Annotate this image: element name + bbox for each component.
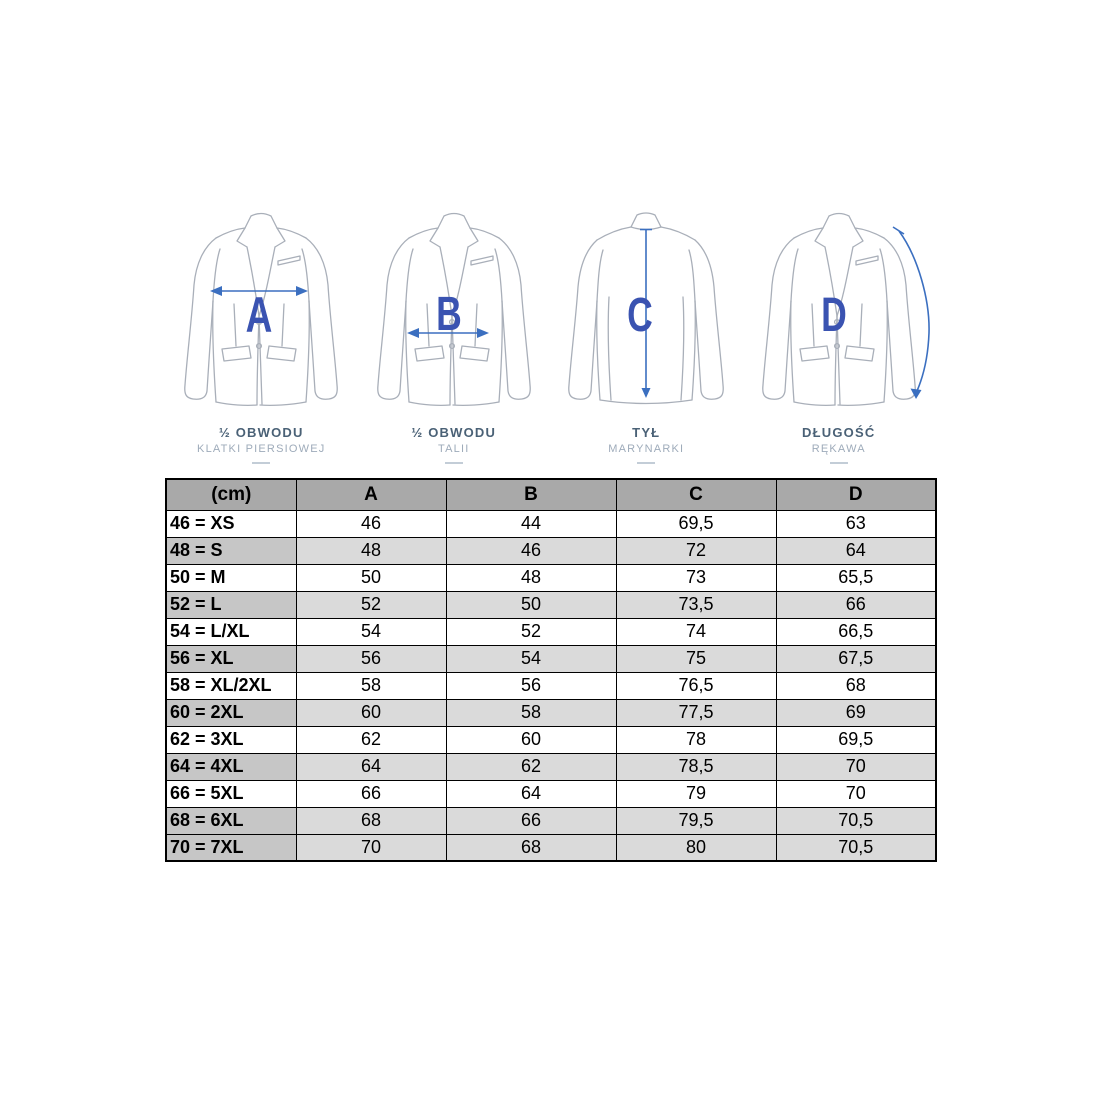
measurement-cell: 68 xyxy=(776,672,936,699)
table-row xyxy=(166,699,936,726)
diagram-back-length xyxy=(550,205,743,464)
measurement-letter-c xyxy=(627,288,653,341)
measurement-cell: 66 xyxy=(446,807,616,834)
table-row xyxy=(166,537,936,564)
table-row xyxy=(166,780,936,807)
measurement-letter-a xyxy=(246,288,273,344)
measurement-cell: 79,5 xyxy=(616,807,776,834)
measurement-cell: 56 xyxy=(296,645,446,672)
diagram-sleeve-length xyxy=(743,205,936,464)
size-label-cell: 46 = XS xyxy=(166,510,296,537)
label-dash xyxy=(445,462,463,464)
measurement-cell: 69,5 xyxy=(776,726,936,753)
size-label-cell: 58 = XL/2XL xyxy=(166,672,296,699)
measurement-cell: 62 xyxy=(296,726,446,753)
measurement-diagrams xyxy=(165,205,935,464)
header-cell-c: C xyxy=(616,479,776,510)
measurement-letter-d xyxy=(821,288,847,341)
svg-text:B: B xyxy=(435,286,462,341)
table-row xyxy=(166,807,936,834)
measurement-cell: 56 xyxy=(446,672,616,699)
measurement-cell: 54 xyxy=(296,618,446,645)
label-line2: RĘKAWA xyxy=(811,443,866,455)
measurement-cell: 44 xyxy=(446,510,616,537)
measurement-cell: 74 xyxy=(616,618,776,645)
size-label-cell: 62 = 3XL xyxy=(166,726,296,753)
measurement-cell: 60 xyxy=(296,699,446,726)
measurement-cell: 80 xyxy=(616,834,776,861)
measurement-cell: 70 xyxy=(776,780,936,807)
table-row xyxy=(166,510,936,537)
measurement-cell: 48 xyxy=(296,537,446,564)
measurement-cell: 64 xyxy=(776,537,936,564)
table-row xyxy=(166,834,936,861)
size-label-cell: 64 = 4XL xyxy=(166,753,296,780)
size-label-cell: 48 = S xyxy=(166,537,296,564)
size-table-header-row xyxy=(166,479,936,510)
diagram-label-back xyxy=(608,425,684,464)
measurement-cell: 65,5 xyxy=(776,564,936,591)
measurement-cell: 66 xyxy=(296,780,446,807)
measurement-cell: 52 xyxy=(296,591,446,618)
measurement-cell: 67,5 xyxy=(776,645,936,672)
jacket-front-chest-diagram xyxy=(166,205,356,410)
label-line2: TALII xyxy=(438,443,470,455)
measurement-cell: 69,5 xyxy=(616,510,776,537)
measurement-cell: 66,5 xyxy=(776,618,936,645)
size-label-cell: 66 = 5XL xyxy=(166,780,296,807)
measurement-cell: 60 xyxy=(446,726,616,753)
size-label-cell: 54 = L/XL xyxy=(166,618,296,645)
sleeve-length-arrow xyxy=(893,227,929,399)
table-row xyxy=(166,618,936,645)
measurement-cell: 63 xyxy=(776,510,936,537)
size-table-body xyxy=(166,510,936,861)
label-dash xyxy=(830,462,848,464)
header-cell-b: B xyxy=(446,479,616,510)
measurement-cell: 78,5 xyxy=(616,753,776,780)
label-line2: KLATKI PIERSIOWEJ xyxy=(197,443,326,455)
measurement-cell: 58 xyxy=(296,672,446,699)
measurement-cell: 50 xyxy=(446,591,616,618)
measurement-cell: 52 xyxy=(446,618,616,645)
measurement-cell: 68 xyxy=(446,834,616,861)
jacket-sleeve-length-diagram xyxy=(744,205,934,410)
label-line1: DŁUGOŚĆ xyxy=(802,425,876,440)
svg-text:A: A xyxy=(245,287,273,344)
measurement-cell: 48 xyxy=(446,564,616,591)
measurement-cell: 76,5 xyxy=(616,672,776,699)
measurement-cell: 70 xyxy=(776,753,936,780)
table-row xyxy=(166,564,936,591)
size-label-cell: 70 = 7XL xyxy=(166,834,296,861)
diagram-label-sleeve xyxy=(802,425,875,464)
measurement-cell: 73,5 xyxy=(616,591,776,618)
measurement-letter-b xyxy=(436,287,462,340)
table-row xyxy=(166,672,936,699)
table-row xyxy=(166,645,936,672)
measurement-cell: 58 xyxy=(446,699,616,726)
measurement-cell: 70,5 xyxy=(776,834,936,861)
measurement-cell: 66 xyxy=(776,591,936,618)
measurement-cell: 46 xyxy=(446,537,616,564)
diagram-label-chest xyxy=(197,425,325,464)
label-line2: MARYNARKI xyxy=(608,443,685,455)
measurement-cell: 77,5 xyxy=(616,699,776,726)
label-line1: ½ OBWODU xyxy=(411,425,497,440)
table-row xyxy=(166,726,936,753)
table-row xyxy=(166,591,936,618)
label-dash xyxy=(637,462,655,464)
measurement-cell: 72 xyxy=(616,537,776,564)
header-cell-a: A xyxy=(296,479,446,510)
table-row xyxy=(166,753,936,780)
measurement-cell: 62 xyxy=(446,753,616,780)
measurement-cell: 68 xyxy=(296,807,446,834)
diagram-chest xyxy=(165,205,358,464)
measurement-cell: 70 xyxy=(296,834,446,861)
measurement-cell: 73 xyxy=(616,564,776,591)
measurement-cell: 46 xyxy=(296,510,446,537)
measurement-cell: 54 xyxy=(446,645,616,672)
measurement-cell: 78 xyxy=(616,726,776,753)
label-line1: TYŁ xyxy=(632,425,661,440)
measurement-cell: 64 xyxy=(446,780,616,807)
header-cell-d: D xyxy=(776,479,936,510)
diagram-waist xyxy=(358,205,551,464)
diagram-label-waist xyxy=(411,425,496,464)
size-label-cell: 52 = L xyxy=(166,591,296,618)
label-dash xyxy=(252,462,270,464)
svg-text:D: D xyxy=(820,287,847,342)
measurement-cell: 69 xyxy=(776,699,936,726)
header-cell-cm: (cm) xyxy=(166,479,296,510)
measurement-cell: 50 xyxy=(296,564,446,591)
jacket-front-waist-diagram xyxy=(359,205,549,410)
size-label-cell: 50 = M xyxy=(166,564,296,591)
svg-text:C: C xyxy=(627,287,654,342)
measurement-cell: 70,5 xyxy=(776,807,936,834)
jacket-back-length-diagram xyxy=(551,205,741,410)
size-label-cell: 56 = XL xyxy=(166,645,296,672)
size-label-cell: 60 = 2XL xyxy=(166,699,296,726)
size-label-cell: 68 = 6XL xyxy=(166,807,296,834)
measurement-cell: 64 xyxy=(296,753,446,780)
measurement-cell: 75 xyxy=(616,645,776,672)
size-table xyxy=(165,478,937,862)
label-line1: ½ OBWODU xyxy=(218,425,304,440)
measurement-cell: 79 xyxy=(616,780,776,807)
